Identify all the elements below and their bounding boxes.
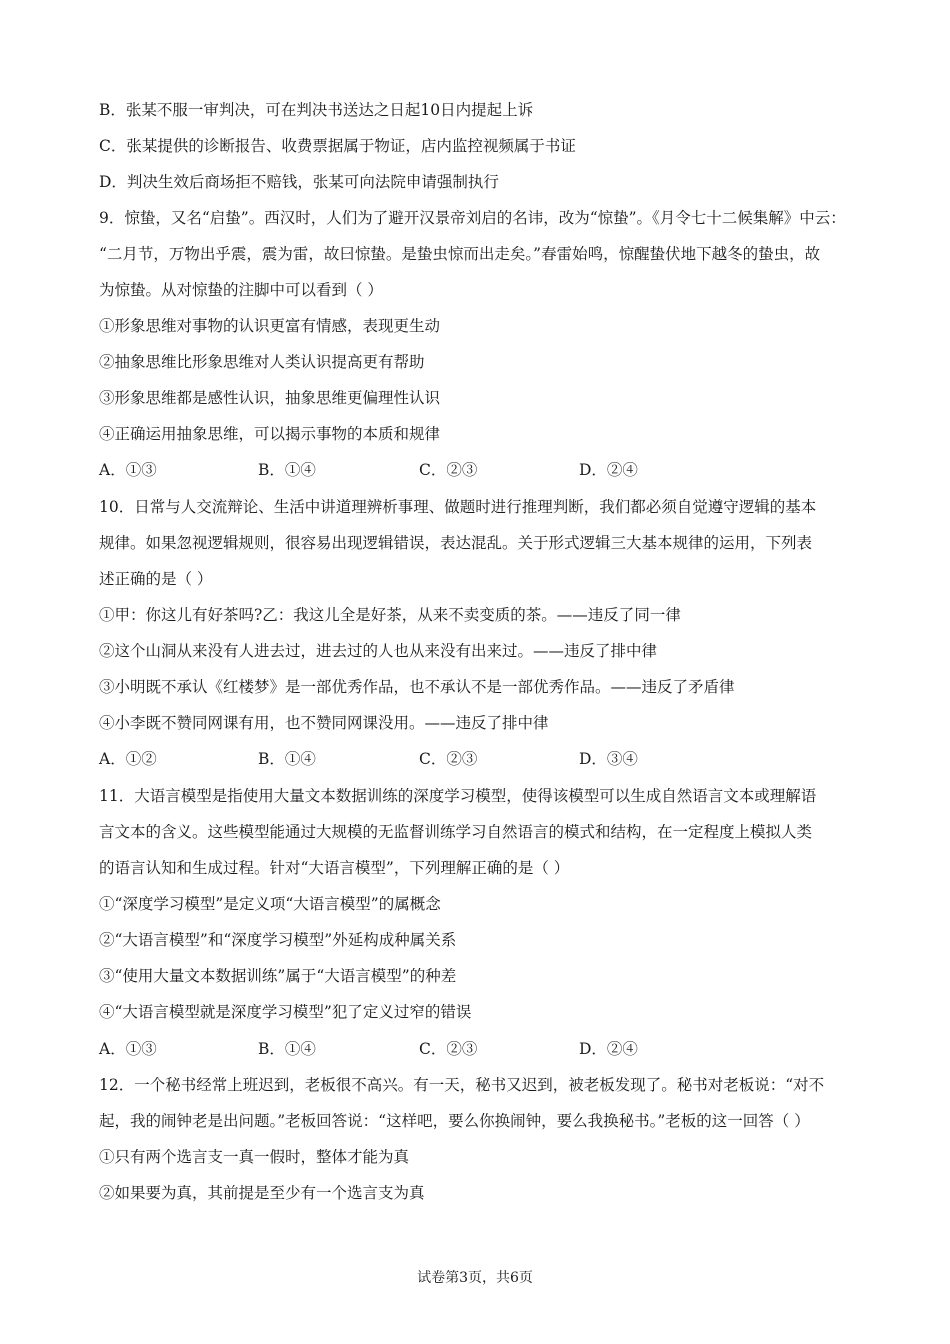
q10-option-a[interactable]: A．①② bbox=[99, 750, 157, 768]
q10-item: ③小明既不承认《红楼梦》是一部优秀作品，也不承认不是一部优秀作品。——违反了矛盾律 bbox=[99, 678, 735, 696]
q12-stem-line: 起，我的闹钟老是出问题。”老板回答说：“这样吧，要么你换闹钟，要么我换秘书。”老板的这一回答（ ） bbox=[99, 1112, 810, 1130]
q9-option-c[interactable]: C．②③ bbox=[419, 461, 478, 479]
q11-option-c[interactable]: C．②③ bbox=[419, 1040, 478, 1058]
q10-option-b[interactable]: B．①④ bbox=[258, 750, 316, 768]
q10-item: ①甲：你这儿有好茶吗?乙：我这儿全是好茶，从来不卖变质的茶。——违反了同一律 bbox=[99, 606, 681, 624]
q9-option-b[interactable]: B．①④ bbox=[258, 461, 316, 479]
q10-stem-line: 规律。如果忽视逻辑规则，很容易出现逻辑错误，表达混乱。关于形式逻辑三大基本规律的运用，下列表 bbox=[99, 534, 813, 552]
q11-stem-line: 言文本的含义。这些模型能通过大规模的无监督训练学习自然语言的模式和结构，在一定程度上模拟人类 bbox=[99, 823, 813, 841]
q11-item: ④“大语言模型就是深度学习模型”犯了定义过窄的错误 bbox=[99, 1003, 472, 1021]
q12-item: ②如果要为真，其前提是至少有一个选言支为真 bbox=[99, 1184, 425, 1202]
q10-item: ②这个山洞从来没有人进去过，进去过的人也从来没有出来过。——违反了排中律 bbox=[99, 642, 658, 660]
q11-stem-line: 的语言认知和生成过程。针对“大语言模型”，下列理解正确的是（ ） bbox=[99, 859, 570, 877]
q9-stem-line: 9．惊蛰，又名“启蛰”。西汉时，人们为了避开汉景帝刘启的名讳，改为“惊蛰”。《月令七十二候集解》中云： bbox=[99, 209, 846, 227]
q10-item: ④小李既不赞同网课有用，也不赞同网课没用。——违反了排中律 bbox=[99, 714, 549, 732]
q10-option-c[interactable]: C．②③ bbox=[419, 750, 478, 768]
q9-item: ①形象思维对事物的认识更富有情感，表现更生动 bbox=[99, 317, 441, 335]
q9-item: ③形象思维都是感性认识，抽象思维更偏理性认识 bbox=[99, 389, 441, 407]
prev-option-b: B．张某不服一审判决，可在判决书送达之日起10日内提起上诉 bbox=[99, 101, 534, 119]
q11-item: ③“使用大量文本数据训练”属于“大语言模型”的种差 bbox=[99, 967, 457, 985]
q11-item: ②“大语言模型”和“深度学习模型”外延构成种属关系 bbox=[99, 931, 457, 949]
q11-option-a[interactable]: A．①③ bbox=[99, 1040, 157, 1058]
q9-item: ④正确运用抽象思维，可以揭示事物的本质和规律 bbox=[99, 425, 441, 443]
q12-stem-line: 12．一个秘书经常上班迟到，老板很不高兴。有一天，秘书又迟到，被老板发现了。秘书对老板说：“对不 bbox=[99, 1076, 825, 1094]
q9-stem-line: “二月节，万物出乎震，震为雷，故曰惊蛰。是蛰虫惊而出走矣。”春雷始鸣，惊醒蛰伏地下越冬的蛰虫，故 bbox=[99, 245, 821, 263]
prev-option-d: D．判决生效后商场拒不赔钱，张某可向法院申请强制执行 bbox=[99, 173, 499, 191]
q9-item: ②抽象思维比形象思维对人类认识提高更有帮助 bbox=[99, 353, 425, 371]
q11-stem-line: 11．大语言模型是指使用大量文本数据训练的深度学习模型，使得该模型可以生成自然语言文本或理解语 bbox=[99, 787, 817, 805]
q11-option-d[interactable]: D．②④ bbox=[579, 1040, 638, 1058]
page-footer: 试卷第3页，共6页 bbox=[417, 1270, 533, 1286]
q10-stem-line: 述正确的是（ ） bbox=[99, 570, 213, 588]
prev-option-c: C．张某提供的诊断报告、收费票据属于物证，店内监控视频属于书证 bbox=[99, 137, 576, 155]
q10-option-d[interactable]: D．③④ bbox=[579, 750, 638, 768]
q11-item: ①“深度学习模型”是定义项“大语言模型”的属概念 bbox=[99, 895, 441, 913]
q11-option-b[interactable]: B．①④ bbox=[258, 1040, 316, 1058]
q9-option-a[interactable]: A．①③ bbox=[99, 461, 157, 479]
q12-item: ①只有两个选言支一真一假时，整体才能为真 bbox=[99, 1148, 410, 1166]
q10-stem-line: 10．日常与人交流辩论、生活中讲道理辨析事理、做题时进行推理判断，我们都必须自觉遵守逻辑的基本 bbox=[99, 498, 817, 516]
q9-option-d[interactable]: D．②④ bbox=[579, 461, 638, 479]
q9-stem-line: 为惊蛰。从对惊蛰的注脚中可以看到（ ） bbox=[99, 281, 383, 299]
